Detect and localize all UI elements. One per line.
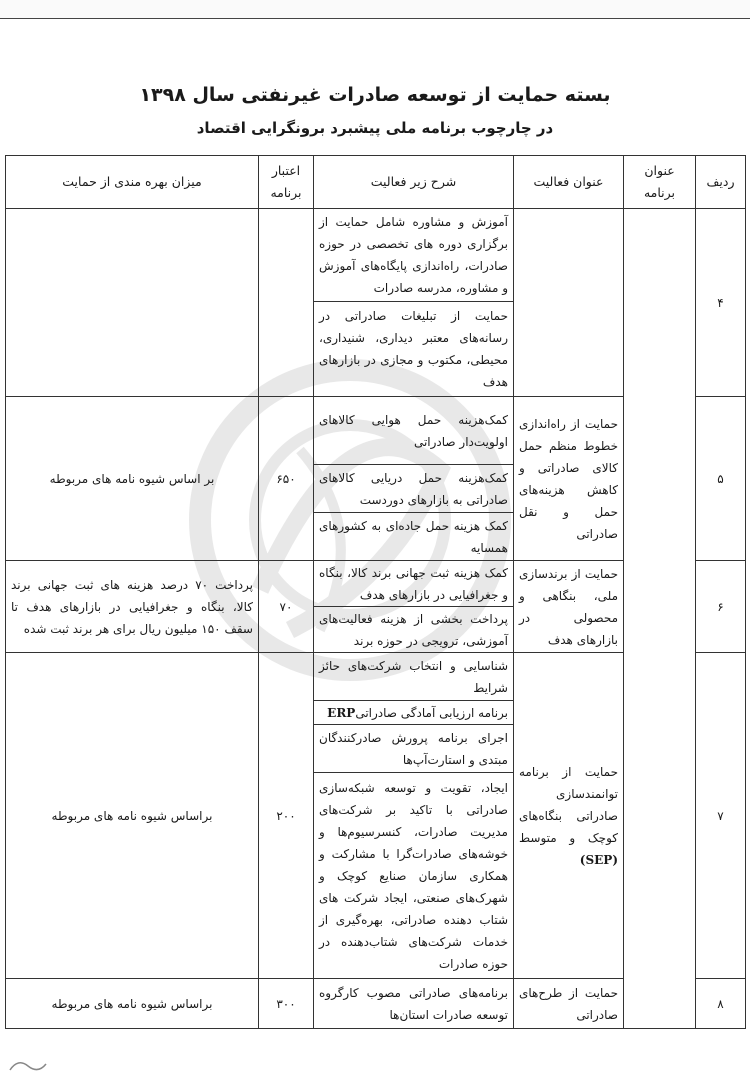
activity-title-cell: حمایت از برندسازی ملی، بنگاهی و محصولی در بازارهای هدف [514,561,624,653]
footer-logo-icon [8,1058,48,1072]
table-header-row [6,156,746,209]
header-activity-title: عنوان فعالیت [514,156,624,209]
benefit-cell: براساس شیوه نامه های مربوطه [6,979,259,1029]
benefit-cell: بر اساس شیوه نامه های مربوطه [6,397,259,561]
document-title: بسته حمایت از توسعه صادرات غیرنفتی سال ۱۳۹۸ [139,84,611,106]
activity-code: (SEP) [579,852,618,867]
sub-activity-cell: حمایت از تبلیغات صادراتی در رسانه‌های معتبر دیداری، شنیداری، محیطی، مکتوب و مجازی در بازارهای هدف [314,302,514,397]
sub-activity-cell: شناسایی و انتخاب شرکت‌های حائز شرایط [314,653,514,701]
benefit-cell: براساس شیوه نامه های مربوطه [6,653,259,979]
sub-activity-cell: کمک‌هزینه حمل هوایی کالاهای اولویت‌دار صادراتی [314,397,514,465]
window-top-edge [0,0,750,19]
row-number: ۶ [696,561,746,653]
sub-activity-text: برنامه ارزیابی آمادگی صادراتی [355,705,508,720]
sub-activity-cell: ایجاد، تقویت و توسعه شبکه‌سازی صادراتی با تاکید بر شرکت‌های مدیریت صادرات، کنسرسیوم‌ها و خوشه‌های صادرات‌گرا با مشارکت و همکاری سازمان صنایع کوچک و شهرک‌های صنعتی، ایجاد شرکت های شتاب دهنده صادراتی، بهره‌گیری از خدمات شرکت‌های شتاب‌دهنده در حوزه صادرات [314,773,514,979]
budget-cell [259,209,314,397]
sub-activity-cell: کمک‌هزینه حمل دریایی کالاهای صادراتی به بازارهای دوردست [314,465,514,513]
row-number: ۵ [696,397,746,561]
budget-cell: ۳۰۰ [259,979,314,1029]
header-budget: اعتبار برنامه [259,156,314,209]
document-subtitle: در چارچوب برنامه ملی پیشبرد برونگرایی اقتصاد [196,119,554,137]
sub-activity-cell: اجرای برنامه پرورش صادرکنندگان مبتدی و استارت‌آپ‌ها [314,725,514,773]
sub-activity-cell [314,701,514,725]
activity-title-cell: حمایت از راه‌اندازی خطوط منظم حمل کالای صادراتی و کاهش هزینه‌های حمل و نقل صادراتی [514,397,624,561]
support-package-table [5,155,746,1029]
row-number: ۷ [696,653,746,979]
header-sub-activity: شرح زیر فعالیت [314,156,514,209]
sub-activity-cell: آموزش و مشاوره شامل حمایت از برگزاری دوره های تخصصی در حوزه صادرات، راه‌اندازی پایگاه‌های آموزش و مشاوره، مدرسه صادرات [314,209,514,302]
header-program-title: عنوان برنامه [624,156,696,209]
sub-activity-cell: برنامه‌های صادراتی مصوب کارگروه توسعه صادرات استان‌ها [314,979,514,1029]
header-benefit: میزان بهره مندی از حمایت [6,156,259,209]
activity-title-cell [514,209,624,397]
budget-cell: ۲۰۰ [259,653,314,979]
erp-label: ERP [327,705,356,720]
program-title-cell [624,209,696,1029]
budget-cell: ۷۰ [259,561,314,653]
row-number: ۴ [696,209,746,397]
sub-activity-cell: کمک هزینه حمل جاده‌ای به کشورهای همسایه [314,513,514,561]
sub-activity-cell: کمک هزینه ثبت جهانی برند کالا، بنگاه و جغرافیایی در بازارهای هدف [314,561,514,607]
table-row [6,209,746,302]
benefit-cell: پرداخت ۷۰ درصد هزینه های ثبت جهانی برند کالا، بنگاه و جغرافیایی در بازارهای هدف تا سقف ۱۵۰ میلیون ریال برای هر برند ثبت شده [6,561,259,653]
header-row-no: ردیف [696,156,746,209]
budget-cell: ۶۵۰ [259,397,314,561]
benefit-cell [6,209,259,397]
row-number: ۸ [696,979,746,1029]
activity-title-cell: حمایت از طرح‌های صادراتی [514,979,624,1029]
activity-title-cell [514,653,624,979]
sub-activity-cell: پرداخت بخشی از هزینه فعالیت‌های آموزشی، ترویجی در حوزه برند [314,607,514,653]
activity-title-text: حمایت از برنامه توانمندسازی صادراتی بنگاه‌های کوچک و متوسط [519,764,618,845]
